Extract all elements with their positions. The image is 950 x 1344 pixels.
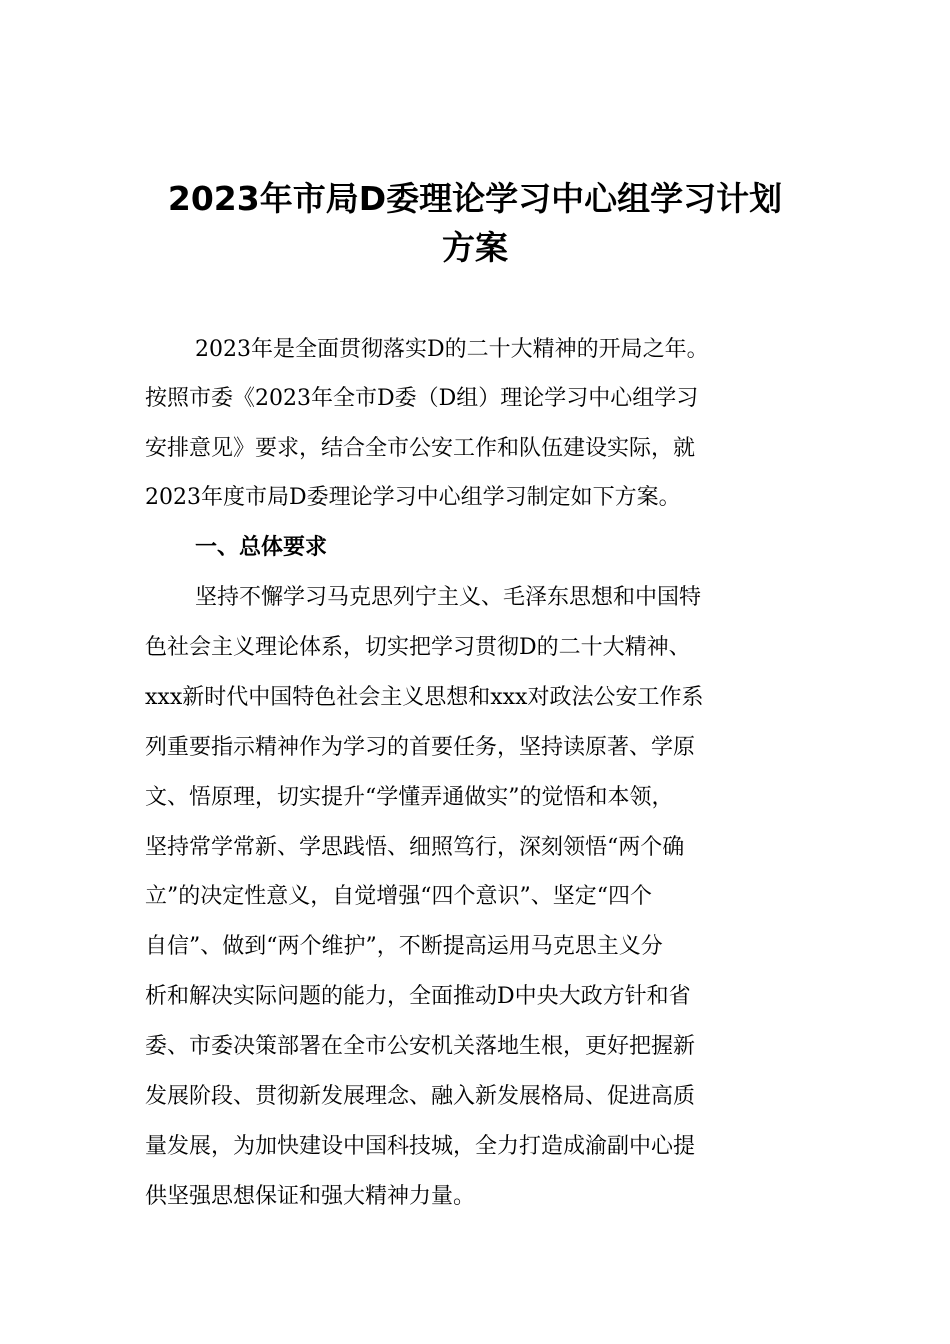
body-line-1: 坚持不懈学习马克思列宁主义、毛泽东思想和中国特: [195, 585, 702, 610]
body-line-3: xxx新时代中国特色社会主义思想和xxx对政法公安工作系: [145, 685, 704, 710]
body-line-10: 委、市委决策部署在全市公安机关落地生根，更好把握新: [145, 1034, 696, 1059]
document-title-line-2: 方案: [442, 228, 508, 267]
body-line-12: 量发展，为加快建设中国科技城，全力打造成渝副中心提: [145, 1134, 696, 1159]
intro-line-1: 2023年是全面贯彻落实D的二十大精神的开局之年。: [195, 337, 709, 362]
body-line-11: 发展阶段、贯彻新发展理念、融入新发展格局、促进高质: [145, 1084, 696, 1109]
body-line-9: 析和解决实际问题的能力，全面推动D中央大政方针和省: [145, 984, 691, 1009]
body-line-13: 供坚强思想保证和强大精神力量。: [145, 1184, 476, 1209]
section-heading: 一、总体要求: [195, 535, 328, 560]
body-line-4: 列重要指示精神作为学习的首要任务，坚持读原著、学原: [145, 735, 696, 760]
intro-line-3: 安排意见》要求，结合全市公安工作和队伍建设实际，就: [145, 436, 696, 461]
body-line-8: 自信”、做到“两个维护”，不断提高运用马克思主义分: [145, 934, 663, 959]
document-title-line-1: 2023年市局D委理论学习中心组学习计划: [167, 179, 783, 218]
body-line-7: 立”的决定性意义，自觉增强“四个意识”、坚定“四个: [145, 884, 652, 909]
body-line-6: 坚持常学常新、学思践悟、细照笃行，深刻领悟“两个确: [145, 835, 685, 860]
body-line-5: 文、悟原理，切实提升“学懂弄通做实”的觉悟和本领，: [145, 785, 674, 810]
intro-line-4: 2023年度市局D委理论学习中心组学习制定如下方案。: [145, 485, 681, 510]
body-line-2: 色社会主义理论体系，切实把学习贯彻D的二十大精神、: [145, 635, 691, 660]
intro-line-2: 按照市委《2023年全市D委（D组）理论学习中心组学习: [145, 386, 699, 411]
